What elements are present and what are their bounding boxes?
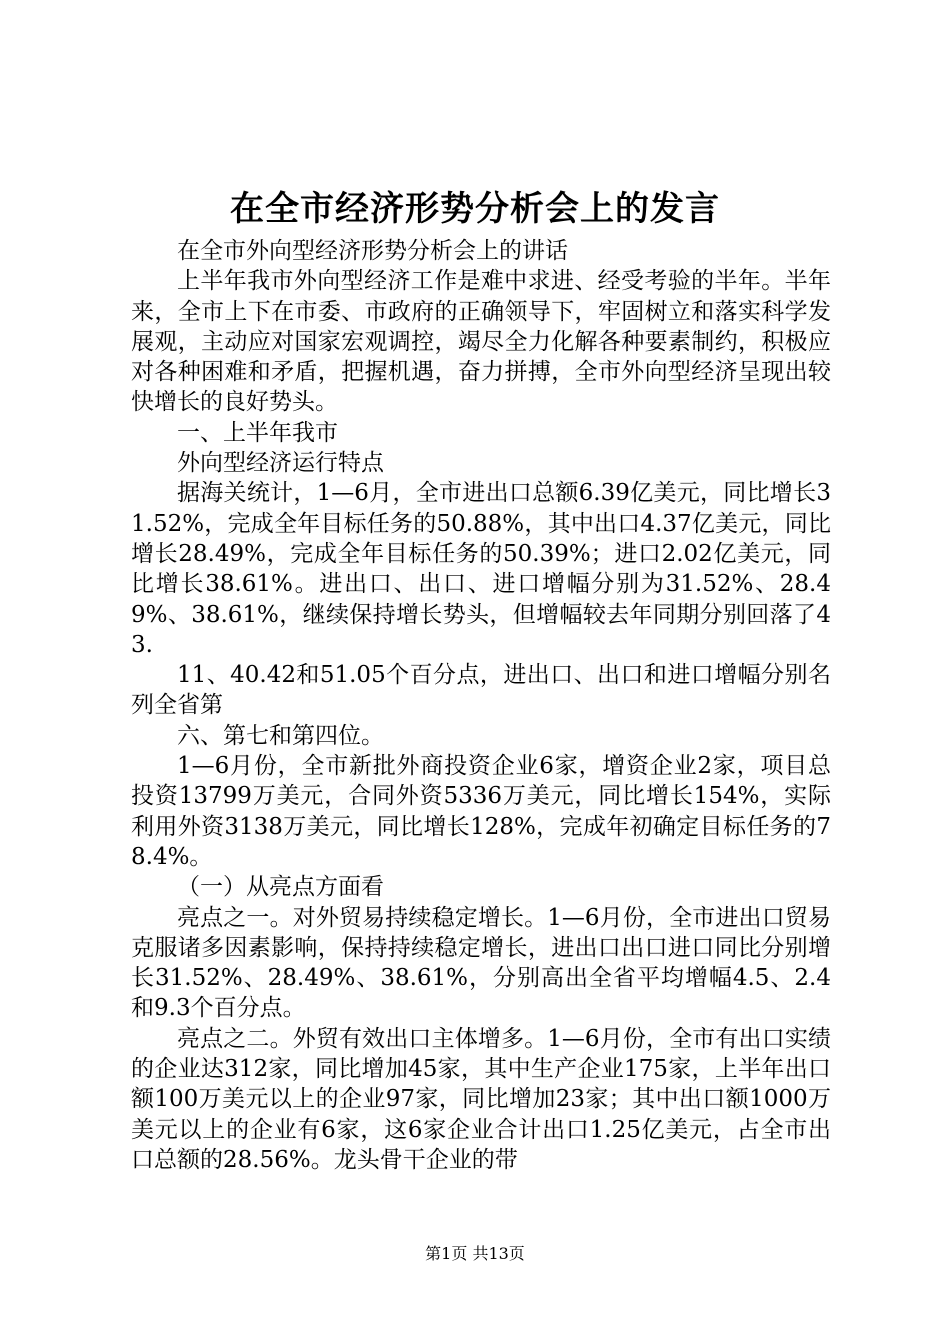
document-title: 在全市经济形势分析会上的发言 <box>230 189 720 229</box>
document-body <box>131 236 831 1175</box>
paragraph-highlight-1: 亮点之一。对外贸易持续稳定增长。1—6月份，全市进出口贸易克服诸多因素影响，保持持续稳定增长，进出口出口进口同比分别增长31.52%、28.49%、38.61%，分别高出全省平均增幅4.5、2.4和9.3个百分点。 <box>131 904 831 1022</box>
paragraph-highlight-2: 亮点之二。外贸有效出口主体增多。1—6月份，全市有出口实绩的企业达312家，同比增加45家，其中生产企业175家，上半年出口额100万美元以上的企业97家，同比增加23家；其中出口额1000万美元以上的企业有6家，这6家企业合计出口1.25亿美元，占全市出口总额的28.56%。龙头骨干企业的带 <box>131 1025 831 1173</box>
section-heading-1: 一、上半年我市 <box>177 419 338 446</box>
paragraph-intro: 上半年我市外向型经济工作是难中求进、经受考验的半年。半年来，全市上下在市委、市政府的正确领导下，牢固树立和落实科学发展观，主动应对国家宏观调控，竭尽全力化解各种要素制约，积极应对各种困难和矛盾，把握机遇，奋力拼搏，全市外向型经济呈现出较快增长的良好势头。 <box>131 268 831 416</box>
paragraph-customs-stats: 据海关统计，1—6月，全市进出口总额6.39亿美元，同比增长31.52%，完成全年目标任务的50.88%，其中出口4.37亿美元，同比增长28.49%，完成全年目标任务的50.39%；进口2.02亿美元，同比增长38.61%。进出口、出口、进口增幅分别为31.52%、28.49%、38.61%，继续保持增长势头，但增幅较去年同期分别回落了43. <box>131 480 831 658</box>
paragraph-growth-rank: 11、40.42和51.05个百分点，进出口、出口和进口增幅分别名列全省第 <box>131 662 831 719</box>
page-footer: 第1页 共13页 <box>425 1244 525 1263</box>
paragraph-speech-subtitle: 在全市外向型经济形势分析会上的讲话 <box>177 238 568 264</box>
paragraph-rank-cont: 六、第七和第四位。 <box>177 722 384 749</box>
paragraph-foreign-investment: 1—6月份，全市新批外商投资企业6家，增资企业2家，项目总投资13799万美元，合同外资5336万美元，同比增长154%，实际利用外资3138万美元，同比增长128%，完成年初确定目标任务的78.4%。 <box>131 753 831 870</box>
section-heading-1-cont: 外向型经济运行特点 <box>177 450 384 477</box>
subsection-heading-highlights: （一）从亮点方面看 <box>177 874 384 901</box>
